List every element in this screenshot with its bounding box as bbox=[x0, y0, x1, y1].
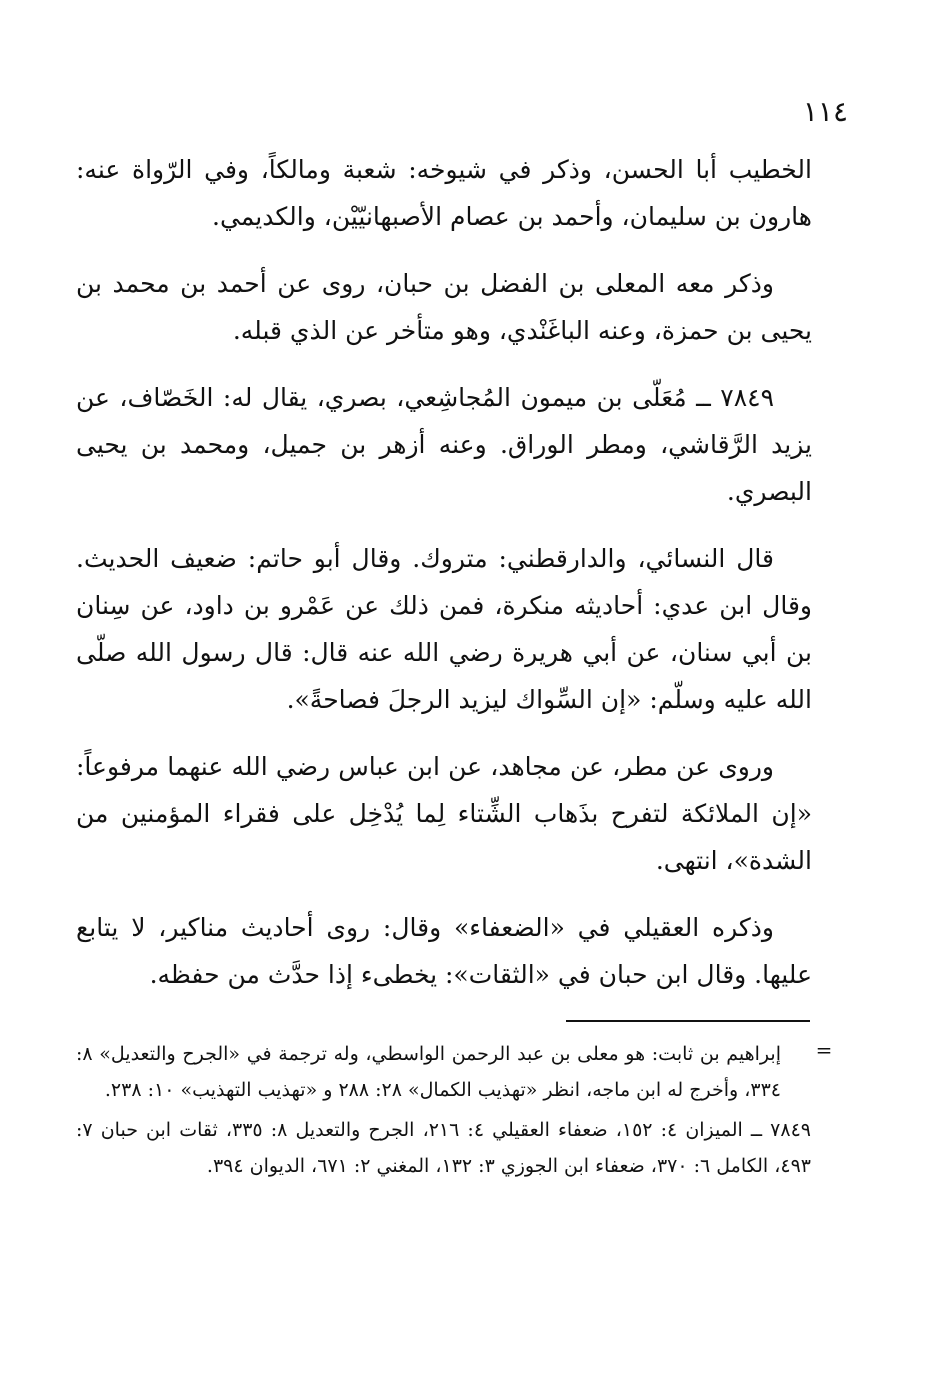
footnote-continued: إبراهيم بن ثابت: هو معلى بن عبد الرحمن الواسطي، وله ترجمة في «الجرح والتعديل» ٨: ٣٣٤، وأخرج له ابن ماجه، انظر «تهذيب الكمال» ٢٨: ٢٨٨ و «تهذيب التهذيب» ١٠: ٢٣٨. bbox=[76, 1043, 781, 1101]
footnote-7849: ٧٨٤٩ ــ الميزان ٤: ١٥٢، ضعفاء العقيلي ٤: ٢١٦، الجرح والتعديل ٨: ٣٣٥، ثقات ابن حبان ٧: ٤٩٣، الكامل ٦: ٣٧٠، ضعفاء ابن الجوزي ٣: ١٣٢، المغني ٢: ٦٧١، الديوان ٣٩٤. bbox=[76, 1119, 811, 1177]
paragraph-4: قال النسائي، والدارقطني: متروك. وقال أبو حاتم: ضعيف الحديث. وقال ابن عدي: أحاديثه منكرة، فمن ذلك عن عَمْرو بن داود، عن سِنان بن أبي سنان، عن أبي هريرة رضي الله عنه قال: قال رسول الله صلّى الله عليه وسلّم: «إن السِّواك ليزيد الرجلَ فصاحةً». bbox=[76, 544, 812, 714]
main-text-body bbox=[76, 146, 812, 998]
paragraph-5: وروى عن مطر، عن مجاهد، عن ابن عباس رضي الله عنهما مرفوعاً: «إن الملائكة لتفرح بذَهاب الشِّتاء لِما يُدْخِل على فقراء المؤمنين من الشدة»، انتهى. bbox=[76, 752, 812, 875]
footnote-divider bbox=[566, 1020, 810, 1022]
paragraph-1: الخطيب أبا الحسن، وذكر في شيوخه: شعبة ومالكاً، وفي الرّواة عنه: هارون بن سليمان، وأحمد بن عصام الأصبهانيّيْن، والكديمي. bbox=[76, 155, 812, 231]
entry-7849-heading-paragraph: ٧٨٤٩ ــ مُعَلّى بن ميمون المُجاشِعي، بصري، يقال له: الخَصّاف، عن يزيد الرَّقاشي، ومطر الوراق. وعنه أزهر بن جميل، ومحمد بن يحيى البصري. bbox=[76, 383, 812, 506]
footnotes-section bbox=[76, 1036, 811, 1188]
footnote-continuation-mark: = bbox=[815, 1038, 833, 1062]
page-number: ١١٤ bbox=[802, 95, 848, 128]
paragraph-6: وذكره العقيلي في «الضعفاء» وقال: روى أحاديث مناكير، لا يتابع عليها. وقال ابن حبان في «الثقات»: يخطىء إذا حدَّث من حفظه. bbox=[76, 913, 812, 989]
paragraph-2: وذكر معه المعلى بن الفضل بن حبان، روى عن أحمد بن محمد بن يحيى بن حمزة، وعنه الباغَنْدي، وهو متأخر عن الذي قبله. bbox=[76, 269, 812, 345]
